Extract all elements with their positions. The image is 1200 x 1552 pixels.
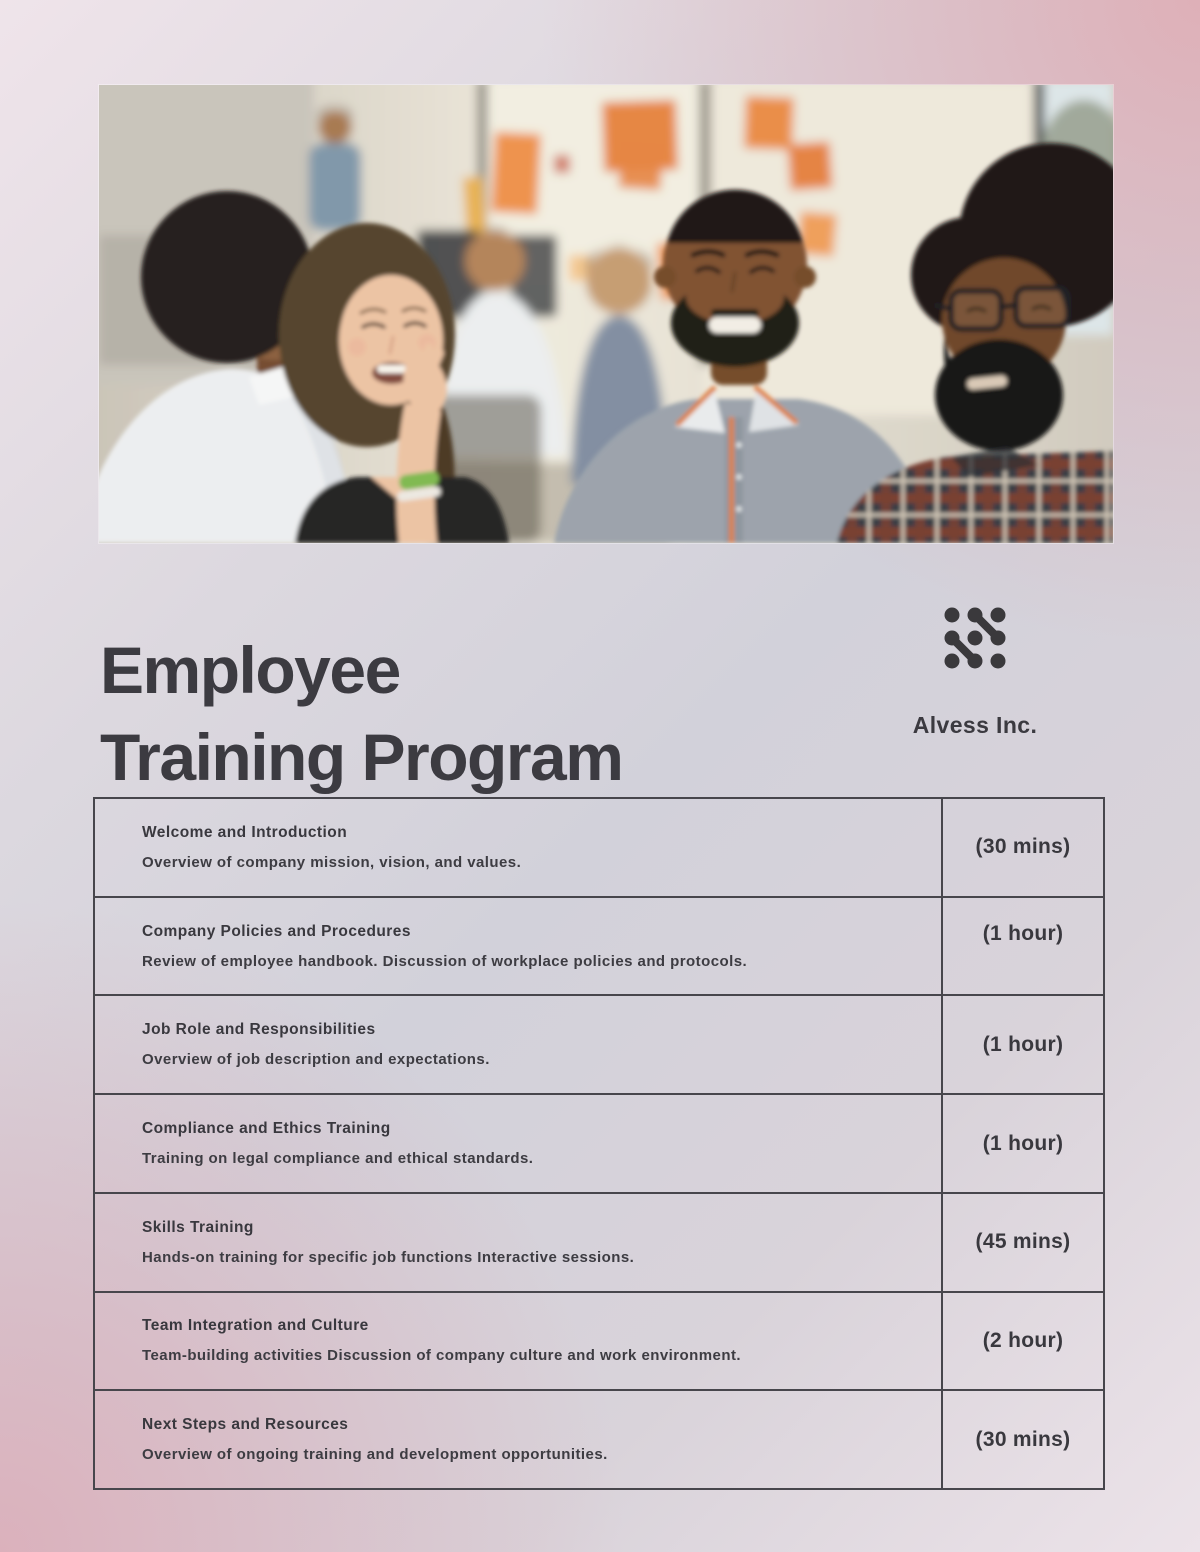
schedule-row xyxy=(95,1093,1103,1192)
session-title: Team Integration and Culture xyxy=(142,1317,369,1335)
session-description: Overview of company mission, vision, and values. xyxy=(142,853,522,871)
schedule-row xyxy=(95,896,1103,995)
schedule-row xyxy=(95,799,1103,896)
schedule-row xyxy=(95,994,1103,1093)
brand-block xyxy=(900,606,1050,739)
page-title-line2: Training Program xyxy=(100,720,623,795)
session-description: Overview of job description and expectations. xyxy=(142,1051,490,1069)
session-title: Skills Training xyxy=(142,1218,254,1236)
dot-grid-logo-icon xyxy=(943,606,1007,670)
session-title: Job Role and Responsibilities xyxy=(142,1021,376,1039)
session-cell xyxy=(95,996,943,1093)
session-cell xyxy=(95,799,943,896)
team-photo xyxy=(99,85,1113,543)
brand-name: Alvess Inc. xyxy=(912,712,1038,738)
session-title: Welcome and Introduction xyxy=(142,823,348,841)
session-duration: (30 mins) xyxy=(975,835,1071,859)
schedule-row xyxy=(95,1389,1103,1488)
office-team-discussion-photo xyxy=(99,85,1113,543)
session-cell xyxy=(95,1095,943,1192)
session-cell xyxy=(95,1194,943,1291)
session-title: Next Steps and Resources xyxy=(142,1416,349,1434)
schedule-row xyxy=(95,1192,1103,1291)
session-description: Review of employee handbook. Discussion of workplace policies and protocols. xyxy=(142,952,748,970)
session-duration: (1 hour) xyxy=(982,1131,1064,1155)
session-title: Company Policies and Procedures xyxy=(142,922,411,940)
page-title-line1: Employee xyxy=(100,633,400,708)
session-description: Team-building activities Discussion of company culture and work environment. xyxy=(142,1347,742,1365)
session-description: Overview of ongoing training and development opportunities. xyxy=(142,1446,608,1464)
session-duration: (45 mins) xyxy=(975,1230,1071,1254)
session-cell xyxy=(95,1293,943,1390)
session-cell xyxy=(95,1391,943,1488)
session-duration: (2 hour) xyxy=(982,1328,1064,1352)
schedule-table xyxy=(93,797,1105,1490)
session-title: Compliance and Ethics Training xyxy=(142,1120,391,1138)
session-duration: (30 mins) xyxy=(975,1427,1071,1451)
session-cell xyxy=(95,898,943,995)
session-duration: (1 hour) xyxy=(982,1032,1064,1056)
session-duration: (1 hour) xyxy=(982,921,1064,945)
schedule-row xyxy=(95,1291,1103,1390)
session-description: Hands-on training for specific job functions Interactive sessions. xyxy=(142,1248,635,1266)
page-title xyxy=(100,627,622,801)
session-description: Training on legal compliance and ethical standards. xyxy=(142,1150,534,1168)
